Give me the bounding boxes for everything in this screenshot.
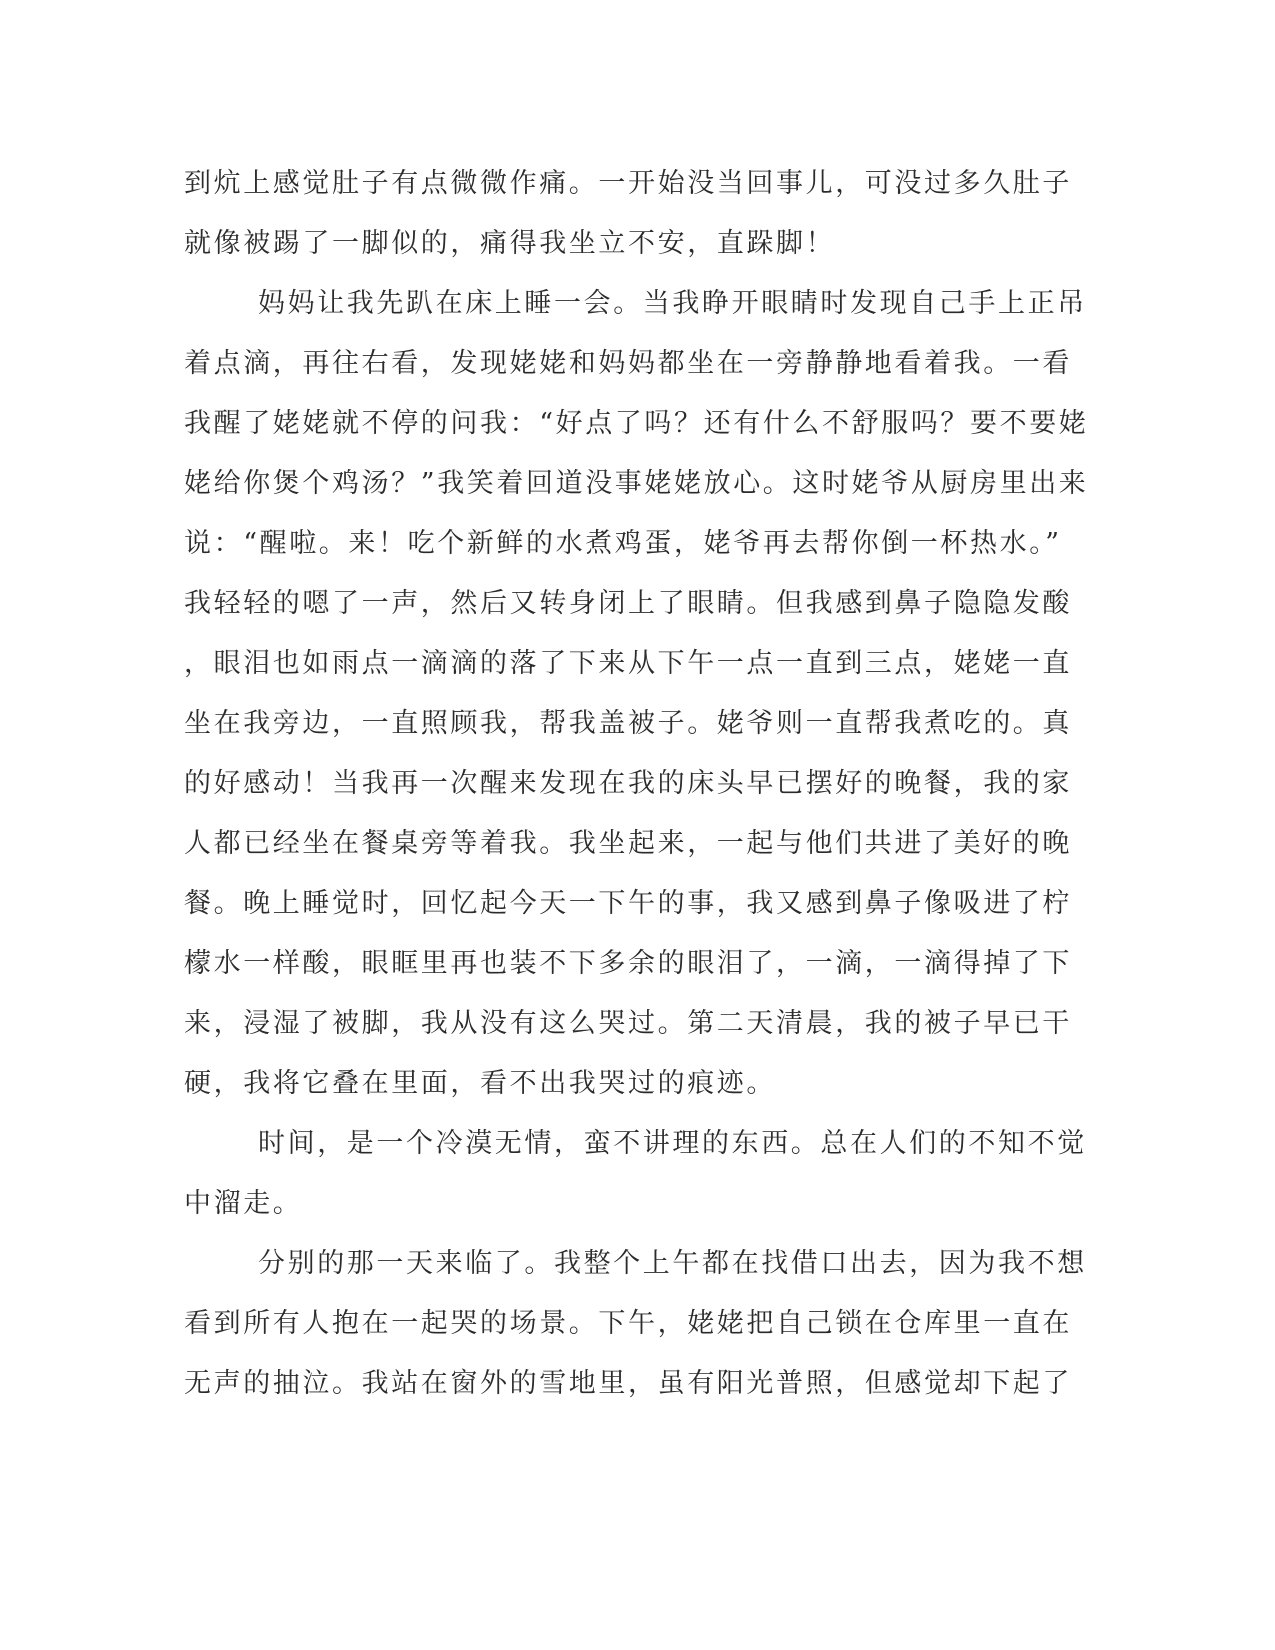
text-line: 硬，我将它叠在里面，看不出我哭过的痕迹。 (184, 1068, 776, 1099)
text-line: ，眼泪也如雨点一滴滴的落了下来从下午一点一直到三点，姥姥一直 (184, 648, 1072, 679)
text-line: 我轻轻的嗯了一声，然后又转身闭上了眼睛。但我感到鼻子隐隐发酸 (184, 588, 1072, 619)
text-line: 姥给你煲个鸡汤？”我笑着回道没事姥姥放心。这时姥爷从厨房里出来 (184, 468, 1089, 499)
paragraph-start-line: 分别的那一天来临了。我整个上午都在找借口出去，因为我不想 (258, 1248, 1087, 1279)
text-line: 我醒了姥姥就不停的问我：“好点了吗？还有什么不舒服吗？要不要姥 (184, 408, 1089, 439)
text-line: 就像被踢了一脚似的，痛得我坐立不安，直跺脚！ (184, 228, 836, 259)
paragraph-start-line: 妈妈让我先趴在床上睡一会。当我睁开眼睛时发现自己手上正吊 (258, 288, 1087, 319)
text-line: 的好感动！当我再一次醒来发现在我的床头早已摆好的晚餐，我的家 (184, 768, 1072, 799)
document-page (184, 154, 1089, 1414)
text-line: 无声的抽泣。我站在窗外的雪地里，虽有阳光普照，但感觉却下起了 (184, 1368, 1072, 1399)
text-line: 来，浸湿了被脚，我从没有这么哭过。第二天清晨，我的被子早已干 (184, 1008, 1072, 1039)
paragraph-start-line: 时间，是一个冷漠无情，蛮不讲理的东西。总在人们的不知不觉 (258, 1128, 1087, 1159)
text-line: 餐。晚上睡觉时，回忆起今天一下午的事，我又感到鼻子像吸进了柠 (184, 888, 1072, 919)
text-line: 人都已经坐在餐桌旁等着我。我坐起来，一起与他们共进了美好的晚 (184, 828, 1072, 859)
text-line: 说：“醒啦。来！吃个新鲜的水煮鸡蛋，姥爷再去帮你倒一杯热水。” (184, 528, 1062, 559)
text-line: 看到所有人抱在一起哭的场景。下午，姥姥把自己锁在仓库里一直在 (184, 1308, 1072, 1339)
text-line: 檬水一样酸，眼眶里再也装不下多余的眼泪了，一滴，一滴得掉了下 (184, 948, 1072, 979)
text-line: 中溜走。 (184, 1188, 303, 1219)
text-line: 着点滴，再往右看，发现姥姥和妈妈都坐在一旁静静地看着我。一看 (184, 348, 1072, 379)
text-line: 到炕上感觉肚子有点微微作痛。一开始没当回事儿，可没过多久肚子 (184, 168, 1072, 199)
text-line: 坐在我旁边，一直照顾我，帮我盖被子。姥爷则一直帮我煮吃的。真 (184, 708, 1072, 739)
